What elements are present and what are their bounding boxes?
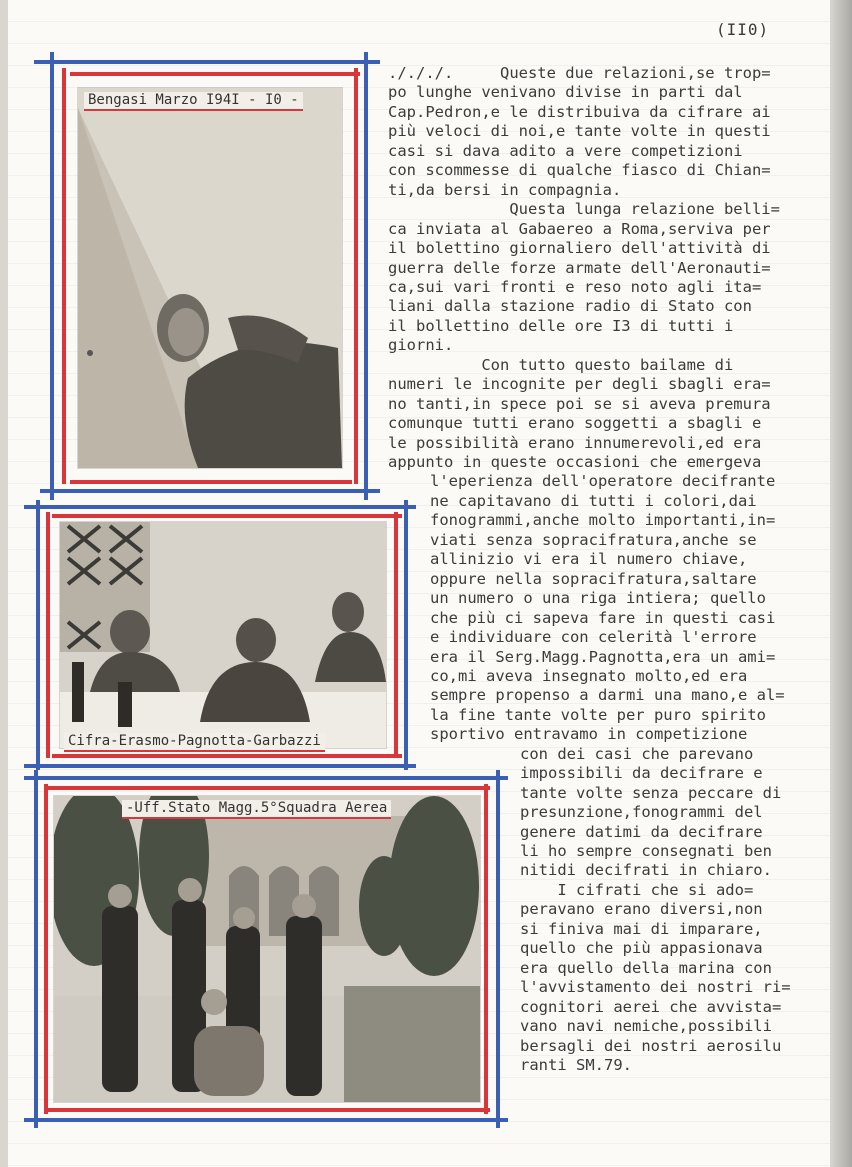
text-line: sportivo entravamo in competizione — [430, 725, 748, 744]
text-line: Con tutto questo bailame di — [388, 355, 734, 374]
text-line: presunzione,fonogrammi del — [520, 803, 763, 822]
text-line: si finiva mai di imparare, — [520, 919, 763, 938]
text-line: Questa lunga relazione belli= — [388, 200, 780, 219]
text-line: tante volte senza peccare di — [520, 783, 782, 802]
text-line: nitidi decifrati in chiaro. — [520, 861, 772, 880]
text-line: I cifrati che si ado= — [520, 880, 754, 899]
text-line: ca,sui vari fronti e reso noto agli ita= — [388, 277, 762, 296]
text-line: il bolettino giornaliero dell'attività di — [388, 239, 771, 258]
photo-staff-officers — [54, 796, 480, 1102]
text-line: giorni. — [388, 336, 454, 355]
text-line: no tanti,in spece poi se si aveva premura — [388, 394, 771, 413]
text-line: comunque tutti erano soggetti a sbagli e — [388, 414, 762, 433]
text-line: viati senza sopracifratura,anche se — [430, 530, 757, 549]
text-line: genere datimi da decifrare — [520, 822, 763, 841]
text-line: cognitori aerei che avvista= — [520, 997, 782, 1016]
text-line: l'avvistamento dei nostri ri= — [520, 978, 791, 997]
photo-officer-smoking — [78, 88, 342, 468]
text-line: vano navi nemiche,possibili — [520, 1017, 772, 1036]
text-line: oppure nella sopracifratura,saltare — [430, 569, 757, 588]
text-line: sempre propenso a darmi una mano,e al= — [430, 686, 785, 705]
text-line: ti,da bersi in compagnia. — [388, 180, 622, 199]
text-line: po lunghe venivano divise in parti dal — [388, 83, 743, 102]
photo-staff-officers-image — [54, 796, 480, 1102]
photo-caption-2-text: Cifra-Erasmo-Pagnotta-Garbazzi — [68, 733, 321, 749]
text-line: era il Serg.Magg.Pagnotta,era un ami= — [430, 647, 776, 666]
text-line: li ho sempre consegnati ben — [520, 842, 772, 860]
photo-caption-3-text: -Uff.Stato Magg.5°Squadra Aerea — [126, 800, 388, 816]
photo-caption-1 — [84, 92, 303, 111]
text-line: era quello della marina con — [520, 958, 772, 977]
text-line: allinizio vi era il numero chiave, — [430, 550, 748, 569]
photo-cipher-office-image — [60, 522, 386, 748]
photo-caption-2 — [64, 733, 325, 752]
text-line: con scommesse di qualche fiasco di Chian= — [388, 161, 771, 180]
text-line: più veloci di noi,e tante volte in questi — [388, 122, 771, 141]
photo-officer-image — [78, 88, 342, 468]
text-line: e individuare con celerità l'errore — [430, 628, 757, 647]
text-line: casi si dava adito a vere competizioni — [388, 141, 743, 160]
text-line: Cap.Pedron,e le distribuiva da cifrare ai — [388, 102, 771, 121]
text-line: liani dalla stazione radio di Stato con — [388, 297, 752, 316]
text-line: con dei casi che parevano — [520, 744, 754, 763]
text-line: che più ci sapeva fare in questi casi — [430, 608, 776, 627]
text-line: guerra delle forze armate dell'Aeronauti= — [388, 258, 771, 277]
text-line: fonogrammi,anche molto importanti,in= — [430, 511, 776, 530]
text-line: un numero o una riga intiera; quello — [430, 589, 766, 608]
text-line: la fine tante volte per puro spirito — [430, 705, 766, 724]
photo-cipher-office — [60, 522, 386, 748]
text-line: bersagli dei nostri aerosilu — [520, 1036, 782, 1055]
text-line: ./././. Queste due relazioni,se trop= — [388, 64, 771, 82]
text-line: impossibili da decifrare e — [520, 764, 763, 783]
page-edge-shadow — [830, 0, 852, 1167]
text-line: ca inviata al Gabaereo a Roma,serviva per — [388, 219, 771, 238]
text-line: peravano erano diversi,non — [520, 900, 763, 919]
text-line: ranti SM.79. — [520, 1055, 632, 1074]
text-line: il bollettino delle ore I3 di tutti i — [388, 316, 734, 335]
text-line: numeri le incognite per degli sbagli era= — [388, 375, 771, 394]
text-line: le possibilità erano innumerevoli,ed era — [388, 433, 762, 452]
page-number: (II0) — [716, 20, 770, 39]
text-line: appunto in queste occasioni che emergeva — [388, 453, 762, 471]
photo-caption-3 — [122, 800, 391, 819]
photo-caption-1-text: Bengasi Marzo I94I - I0 - — [88, 92, 299, 108]
text-line: co,mi aveva insegnato molto,ed era — [430, 666, 748, 685]
text-line: quello che più appasionava — [520, 939, 763, 958]
text-line: ne capitavano di tutti i colori,dai — [430, 491, 757, 510]
text-line: l'eperienza dell'operatore decifrante — [430, 472, 776, 491]
